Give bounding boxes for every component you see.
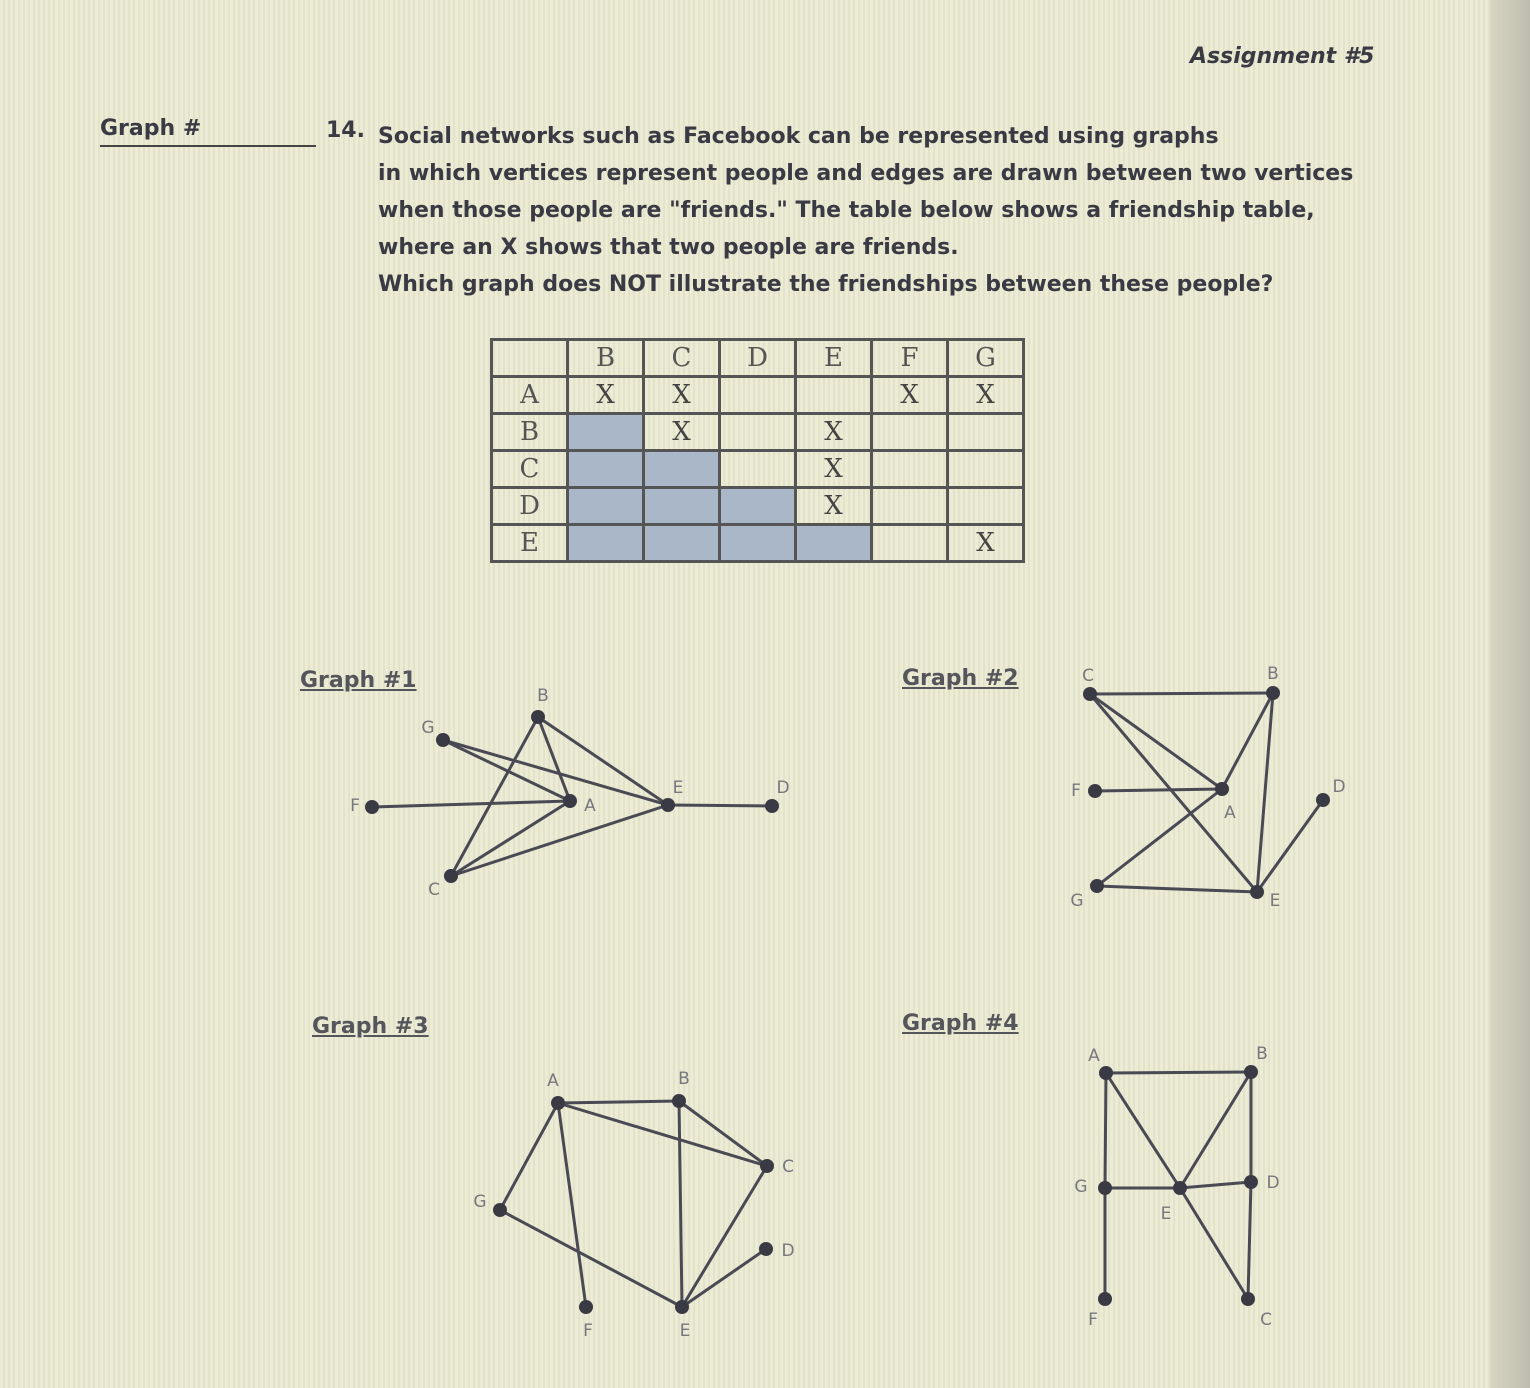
graph-2-vertex-C (1083, 687, 1097, 701)
table-cell: X (796, 414, 872, 451)
graph-2-edge-CB (1090, 693, 1273, 694)
graph-4-edge-AG (1105, 1073, 1106, 1188)
graph-4-vertex-label: C (1260, 1310, 1272, 1330)
graph-4-vertex-E (1173, 1181, 1187, 1195)
graph-3-edge-GE (500, 1210, 682, 1307)
graph-4-title: Graph #4 (902, 1011, 1019, 1036)
graph-2-edge-ED (1257, 800, 1323, 892)
table-cell: X (948, 525, 1024, 562)
graph-4-edge-EC (1180, 1188, 1248, 1299)
table-cell: X (568, 377, 644, 414)
row-header: D (492, 488, 568, 525)
graph-3-edge-EC (682, 1166, 767, 1307)
graph-3-vertex-label: C (782, 1157, 794, 1177)
graph-3-edge-AC (558, 1103, 767, 1166)
column-header: E (796, 340, 872, 377)
question-line: Which graph does NOT illustrate the friendships between these people? (378, 272, 1274, 297)
graph-1-vertex-F (365, 800, 379, 814)
question-line: in which vertices represent people and edges are drawn between two vertices (378, 161, 1354, 186)
graph-3-vertex-label: E (679, 1321, 691, 1341)
graph-4-edge-BE (1180, 1072, 1251, 1188)
graph-2-vertex-E (1250, 885, 1264, 899)
graph-2-vertex-label: C (1082, 666, 1094, 686)
graph-4-vertex-F (1098, 1292, 1112, 1306)
assignment-title: Assignment #5 (1190, 44, 1375, 69)
question-line: when those people are "friends." The table below shows a friendship table, (378, 198, 1315, 223)
graph-2-title: Graph #2 (902, 666, 1019, 691)
graph-1-title: Graph #1 (300, 668, 417, 693)
graph-2-edge-CA (1090, 694, 1222, 789)
graph-1-vertex-label: C (428, 880, 440, 900)
graph-1-edge-ED (668, 805, 772, 806)
graph-3-vertex-C (760, 1159, 774, 1173)
graph-4-vertex-label: B (1256, 1044, 1268, 1064)
graph-1-vertex-label: A (584, 796, 596, 816)
graph-answer-field: Graph # (100, 116, 316, 147)
graph-4-vertex-label: E (1160, 1204, 1172, 1224)
graph-2-edge-FA (1095, 789, 1222, 791)
column-header: F (872, 340, 948, 377)
question-number: 14. (326, 118, 365, 143)
graph-2-edge-GA (1097, 789, 1222, 886)
graph-1-vertex-C (444, 869, 458, 883)
table-cell: X (644, 414, 720, 451)
graph-3-vertex-label: F (583, 1321, 593, 1341)
table-cell: X (644, 377, 720, 414)
graph-1-vertex-label: E (672, 778, 684, 798)
graph-4-vertex-label: A (1088, 1046, 1100, 1066)
graph-1-vertex-label: F (350, 796, 360, 816)
graph-2-edge-BE (1257, 693, 1273, 892)
graph-4-vertex-label: D (1266, 1173, 1280, 1193)
graph-2-vertex-label: F (1071, 781, 1081, 801)
graph-1-edge-FA (372, 801, 570, 807)
table-cell: X (872, 377, 948, 414)
column-header: D (720, 340, 796, 377)
column-header: C (644, 340, 720, 377)
graph-4-vertex-B (1244, 1065, 1258, 1079)
row-header: C (492, 451, 568, 488)
graph-2-vertex-A (1215, 782, 1229, 796)
graph-3-edge-ED (682, 1249, 766, 1307)
graph-4-vertex-label: G (1074, 1177, 1088, 1197)
graph-4-edge-DC (1248, 1182, 1251, 1299)
graph-4-vertex-A (1099, 1066, 1113, 1080)
graph-3-edge-BE (679, 1101, 682, 1307)
graph-3-vertex-D (759, 1242, 773, 1256)
question-line: Social networks such as Facebook can be represented using graphs (378, 124, 1219, 149)
graph-2-edge-CE (1090, 694, 1257, 892)
graph-2-vertex-B (1266, 686, 1280, 700)
graph-3-edge-AB (558, 1101, 679, 1103)
question-line: where an X shows that two people are friends. (378, 235, 959, 260)
graph-1-vertex-B (531, 710, 545, 724)
graph-1-vertex-label: B (537, 686, 549, 706)
graph-2-edge-GE (1097, 886, 1257, 892)
graph-4-edge-AE (1106, 1073, 1180, 1188)
graph-3-vertex-B (672, 1094, 686, 1108)
graph-3-vertex-F (579, 1300, 593, 1314)
graph-3-edge-AF (558, 1103, 586, 1307)
graph-1-vertex-label: D (776, 778, 790, 798)
graph-3-vertex-label: G (473, 1192, 487, 1212)
graph-1-vertex-G (436, 733, 450, 747)
graph-1-edge-CA (451, 801, 570, 876)
graph-2-vertex-label: A (1224, 803, 1236, 823)
row-header: B (492, 414, 568, 451)
table-cell: X (796, 488, 872, 525)
table-cell: X (948, 377, 1024, 414)
graph-4-vertex-D (1244, 1175, 1258, 1189)
graph-3-edge-AG (500, 1103, 558, 1210)
graph-2-vertex-F (1088, 784, 1102, 798)
column-header: B (568, 340, 644, 377)
graph-1-edge-BE (538, 717, 668, 805)
graph-1-vertex-E (661, 798, 675, 812)
table-cell: X (796, 451, 872, 488)
graph-3-title: Graph #3 (312, 1014, 429, 1039)
graph-2-vertex-label: E (1269, 891, 1281, 911)
graph-3-vertex-label: A (547, 1071, 559, 1091)
graph-3-edge-BC (679, 1101, 767, 1166)
graph-4-vertex-C (1241, 1292, 1255, 1306)
graph-1-vertex-D (765, 799, 779, 813)
graph-4-edge-AB (1106, 1072, 1251, 1073)
row-header: E (492, 525, 568, 562)
graph-1-vertex-label: G (421, 718, 435, 738)
graph-4-vertex-label: F (1088, 1310, 1098, 1330)
column-header: G (948, 340, 1024, 377)
graph-2-vertex-label: B (1267, 664, 1279, 684)
graph-2-vertex-D (1316, 793, 1330, 807)
graph-3-vertex-label: B (678, 1069, 690, 1089)
graph-4-edge-ED (1180, 1182, 1251, 1188)
graph-3-vertex-E (675, 1300, 689, 1314)
row-header: A (492, 377, 568, 414)
graph-1-vertex-A (563, 794, 577, 808)
graph-4-vertex-G (1098, 1181, 1112, 1195)
graph-2-vertex-G (1090, 879, 1104, 893)
graph-3-vertex-A (551, 1096, 565, 1110)
graph-2-vertex-label: G (1070, 891, 1084, 911)
graph-3-vertex-G (493, 1203, 507, 1217)
graph-2-vertex-label: D (1332, 777, 1346, 797)
graph-3-vertex-label: D (781, 1241, 795, 1261)
